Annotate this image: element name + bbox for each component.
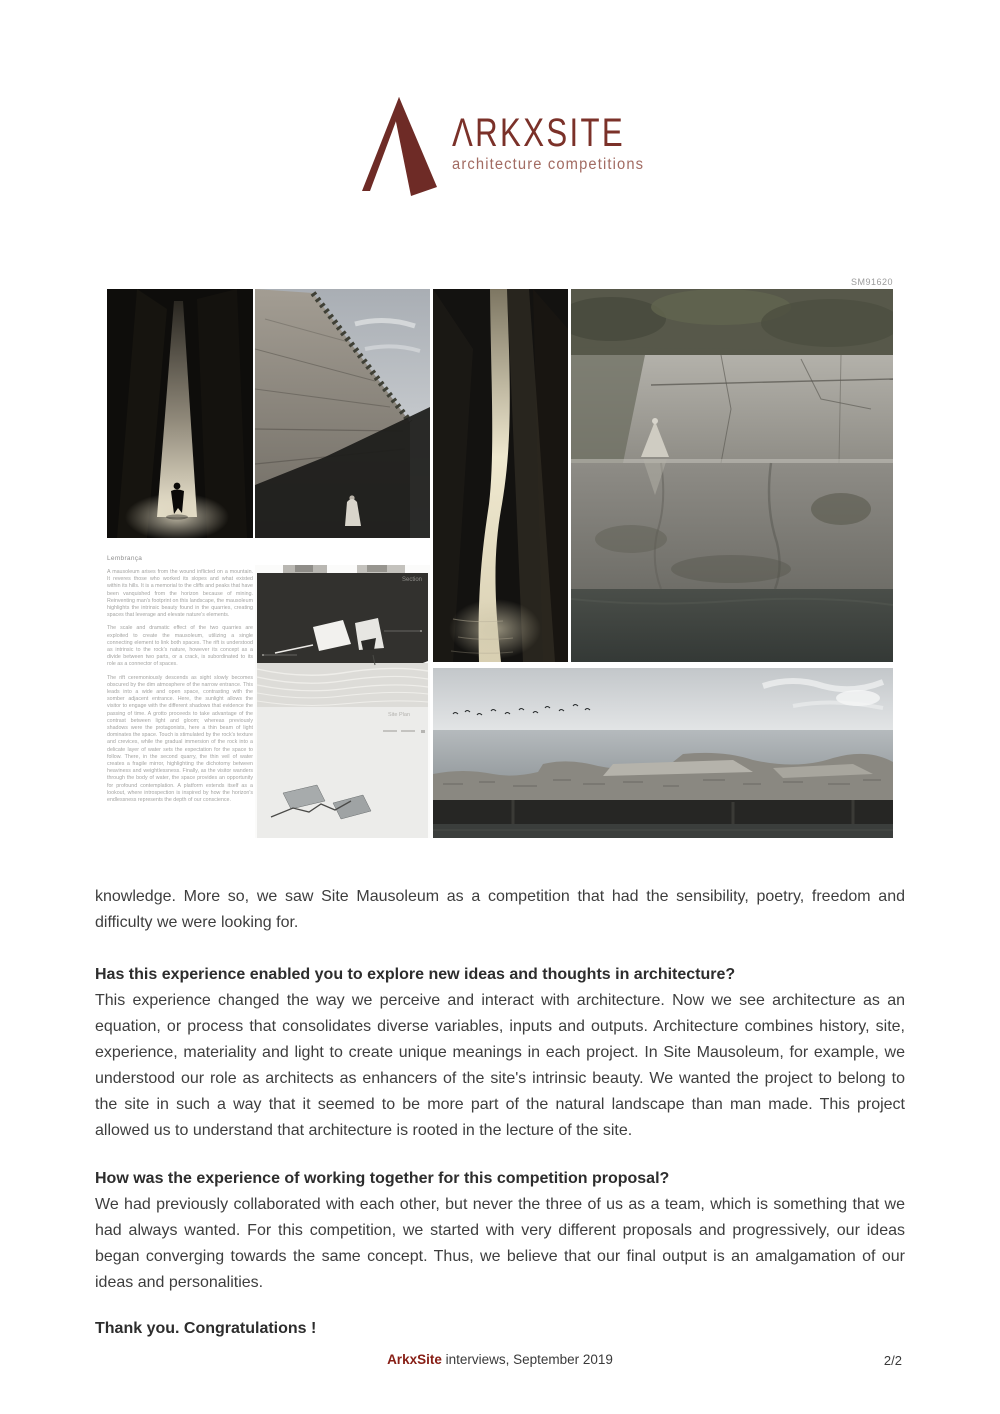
entry-code: SM91620 [850, 277, 893, 287]
page-number: 2/2 [883, 1353, 902, 1368]
photo-quarry-wall [255, 289, 430, 538]
statement-paragraph: A mausoleum arises from the wound inflicted on a mountain. It reveres those who worked its slopes and what existed within its hills. It is a memorial to the cliffs and peaks that have been vanquished from the horizon because of mining. Reinventing man's footprint on this landscape, the mausoleum highlights the intrinsic beauty found in the quarries, creating spaces that leverage and elevate nature's elements. [107, 569, 253, 619]
interview-article [95, 884, 905, 1342]
photo-crevice-figure [107, 289, 253, 538]
photo-light-rift [433, 289, 568, 662]
question-2: How was the experience of working together for this competition proposal? [95, 1170, 670, 1187]
brand-logo [452, 113, 674, 174]
brand-tagline: architecture competitions [452, 156, 645, 173]
intro-paragraph: knowledge. More so, we saw Site Mausoleum as a competition that had the sensibility, poetry, freedom and difficulty we were looking for. [95, 888, 905, 931]
photo-quarry-reflection [571, 289, 893, 662]
site-plan-label: Site Plan [387, 712, 410, 718]
statement-paragraph: The rift ceremoniously descends as sight slowly becomes obscured by the dim atmosphere of the narrow entrance. This leads into a wide and open space, contrasting with the somber adjacent entrance. Here, the sunlight allows the visitor to engage with the different shadows that evidence the passing of time. A grotto proceeds to take advantage of the contrast between light and gloom; whereas previously shadows were the protagonists, here a thin beam of light dominates the space. Touch is stimulated by the rock's texture and crevices, while the gradual immersion of the rock into a delicate layer of water sets the expectation for the space to follow. There, in the second quarry, the thin veil of water creates a fragile mirror, highlighting the dichotomy between heaviness and weightlessness. Finally, as the visitor wanders through the body of water, the space provides an opportunity for profound contemplation. A platform extends itself as a lookout, where introspection is inspired by how the horizon's endlessness represents the depth of our conscience. [107, 674, 253, 804]
brand-name: ΛRKXSITE [452, 111, 626, 155]
arkxsite-logo-mark-icon [358, 95, 440, 197]
project-statement [107, 555, 253, 810]
section-label: Section [401, 577, 422, 583]
closing-line: Thank you. Congratulations ! [95, 1320, 317, 1337]
answer-2: We had previously collaborated with each other, but never the three of us as a team, which is something that we had always wanted. For this competition, we started with very different proposals and progressively, our ideas began converging towards the same concept. Thus, we believe that our final output is an amalgamation of our ideas and personalities. [95, 1196, 905, 1291]
answer-1: This experience changed the way we perceive and interact with architecture. Now we see architecture as an equation, or process that consolidates diverse variables, inputs and outputs. Architecture combines history, site, experience, materiality and light to create unique meanings in each project. In Site Mausoleum, for example, we understood our role as architects as enhancers of the site's intrinsic beauty. We wanted the project to belong to the site in such a way that it seemed to be more part of the natural landscape than man made. This project allowed us to understand that architecture is rooted in the lecture of the site. [95, 992, 905, 1139]
question-1: Has this experience enabled you to explore new ideas and thoughts in architecture? [95, 966, 736, 983]
drawing-section-siteplan [255, 565, 430, 838]
footer [0, 1352, 1000, 1367]
photo-horizon-panorama [433, 668, 893, 838]
project-title: Lembrança [107, 555, 143, 562]
competition-board [107, 277, 893, 838]
footer-issue: interviews, September 2019 [441, 1352, 613, 1367]
statement-paragraph: The scale and dramatic effect of the two quarries are exploited to create the mausoleum, utilizing a single connecting element to link both spaces. The rift is understood as intrinsic to the rock's nature, however its concept as a divide between two parts, or a crack, is subordinated to its role as a connector of spaces. [107, 625, 253, 668]
footer-brand: ArkxSite [387, 1352, 442, 1367]
